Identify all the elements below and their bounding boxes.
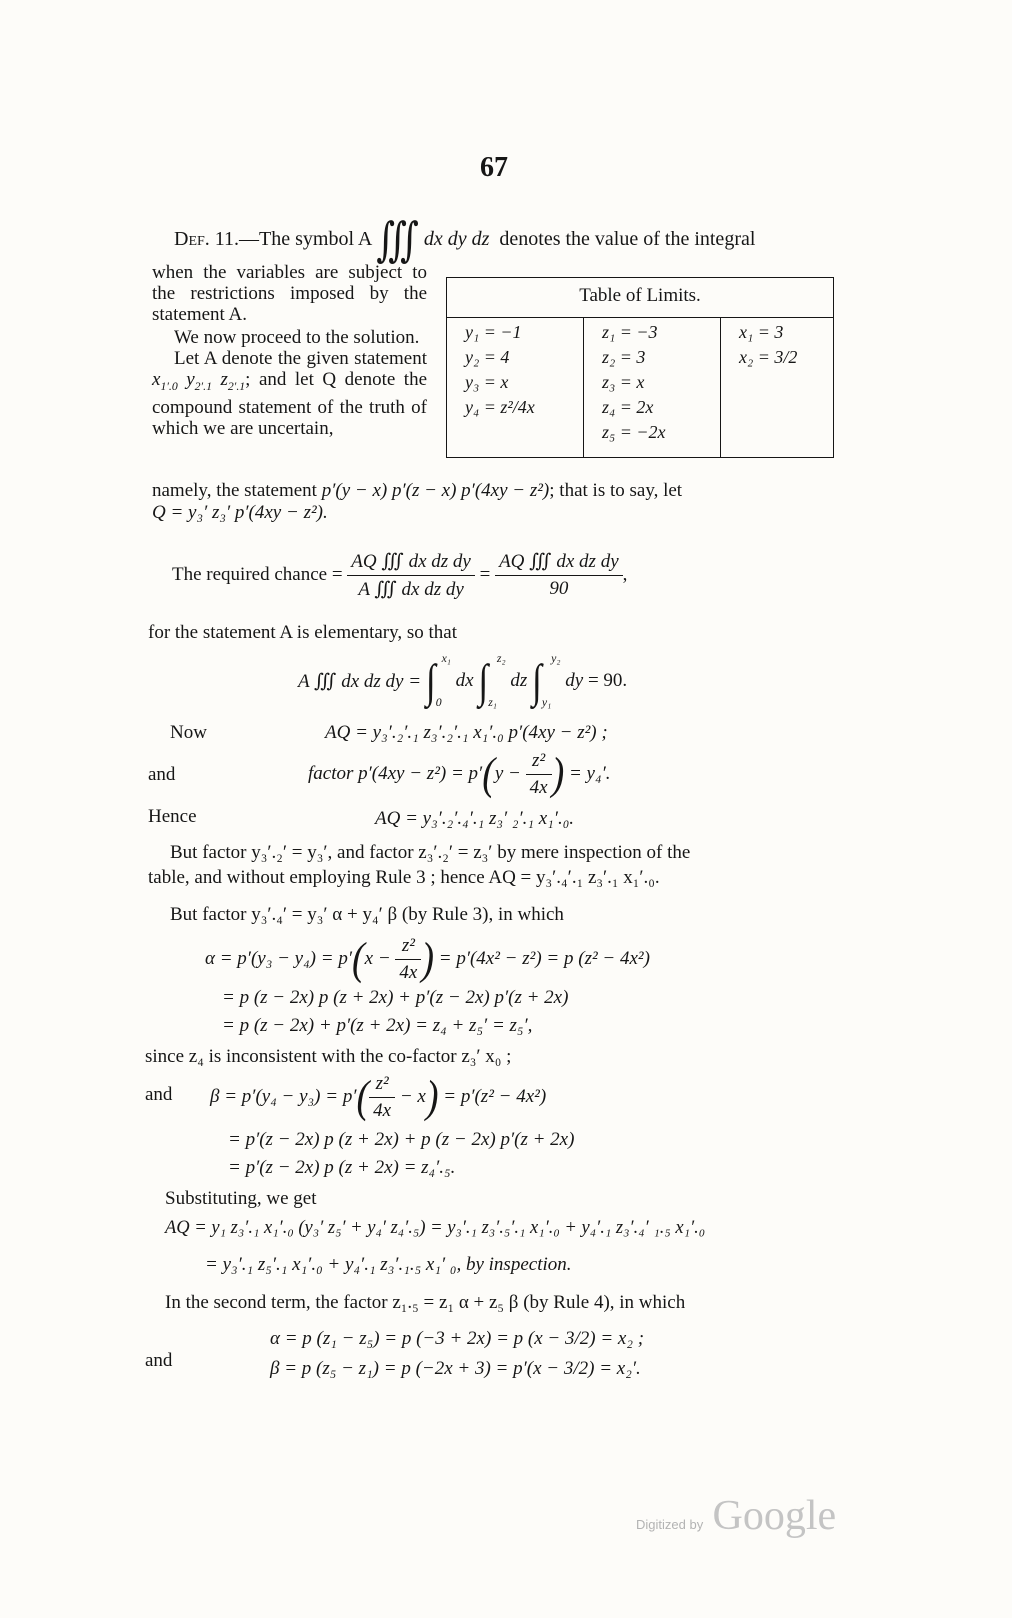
page-number: 67	[480, 152, 508, 183]
beta-line-3: = p′(z − 2x) p (z + 2x) = z₄′.₅.	[228, 1157, 456, 1178]
now-equation: AQ = y₃′.₂′.₁ z₃′.₂′.₁ x₁′.₀ p′(4xy − z²) ;	[325, 722, 608, 743]
substituting-line-1: AQ = y₁ z₃′.₁ x₁′.₀ (y₃′ z₅′ + y₄′ z₄′.₅) = y₃′.₁ z₃′.₅′.₁ x₁′.₀ + y₄′.₁ z₃′.₄′ ₁.₅ x₁′.₀	[165, 1218, 706, 1238]
namely-line: namely, the statement p′(y − x) p′(z − x) p′(4xy − z²); that is to say, let	[152, 480, 683, 501]
hence-equation: AQ = y₃′.₂′.₄′.₁ z₃′ ₂′.₁ x₁′.₀.	[375, 808, 575, 829]
def-tail: denotes the value of the integral	[499, 228, 756, 250]
limits-col-y: y₁ = −1 y₂ = 4 y₃ = x y₄ = z²/4x	[465, 322, 535, 417]
since-line: since z₄ is inconsistent with the co-factor z₃′ x₀ ;	[145, 1046, 512, 1067]
beta-line-2: = p′(z − 2x) p (z + 2x) + p (z − 2x) p′(z + 2x)	[228, 1129, 575, 1150]
but-line-1: But factor y₃′.₂′ = y₃′, and factor z₃′.₂′ = z₃′ by mere inspection of the	[170, 842, 691, 863]
def-lead: —The symbol A	[239, 228, 372, 250]
wrapped-paragraph	[152, 262, 427, 439]
wrap-line2: We now proceed to the solution.	[174, 327, 420, 348]
and-label-3: and	[145, 1350, 173, 1371]
q-definition: Q = y₃′ z₃′ p′(4xy − z²).	[152, 502, 328, 523]
required-chance: The required chance = $\frac{\text{AQ ∭ dx dz dy}}{\text{A ∭ dx dz dy}}$ = $\frac{\text{AQ ∭ dx dz dy}}{90}$ ,	[172, 550, 628, 600]
but-line-2: table, and without employing Rule 3 ; hence AQ = y₃′.₄′.₁ z₃′.₁ x₁′.₀.	[148, 867, 660, 888]
limits-col-z: z₁ = −3 z₂ = 3 z₃ = x z₄ = 2x z₅ = −2x	[584, 318, 721, 458]
elementary-equation: A ∭ dx dz dy = ∫ 0 x₁ dx ∫ z₁ z₂ dz ∫ y₁ y₂ dy = 90.	[298, 652, 628, 709]
second-term-line: In the second term, the factor z₁.₅ = z₁ α + z₅ β (by Rule 4), in which	[165, 1292, 686, 1313]
and-label-1: and	[148, 764, 176, 785]
chance-fraction-2: $\frac{\text{AQ ∭ dx dz dy}}{90}$	[495, 550, 623, 600]
alpha-line-1: α = p′(y₃ − y₄) = p′ ( x − $\frac{\text{z²}}{4x}$ ) = p′(4x² − z²) = p (z² − 4x²)	[205, 933, 650, 985]
google-watermark: Digitized by Google	[636, 1493, 837, 1539]
wrap-line1: when the variables are subject to the restrictions imposed by the statement A.	[152, 262, 427, 325]
statement-symbol: $x_{1'.0}$ $y_{2'.1}$ $z_{2'.1}$	[152, 369, 246, 393]
alpha-line-3: = p (z − 2x) + p′(z + 2x) = z₄ + z₅′ = z₅′,	[222, 1015, 533, 1036]
beta-line-1: β = p′(y₄ − y₃) = p′ ( $\frac{\text{z²}}{4x}$ − x ) = p′(z² − 4x²)	[210, 1071, 547, 1123]
def-label: Def. 11.	[174, 228, 240, 250]
chance-fraction-1: $\frac{\text{AQ ∭ dx dz dy}}{\text{A ∭ dx dz dy}}$	[347, 550, 475, 601]
limits-table-title: Table of Limits.	[447, 278, 834, 318]
final-alpha: α = p (z₁ − z₅) = p (−3 + 2x) = p (x − 3/2) = x₂ ;	[270, 1328, 645, 1349]
definition-line	[174, 214, 756, 267]
def-integrand: dx dy dz	[423, 228, 490, 250]
hence-label: Hence	[148, 806, 197, 827]
substituting-label: Substituting, we get	[165, 1188, 317, 1209]
triple-integral-sign: ∭	[376, 214, 419, 267]
elementary-line: for the statement A is elementary, so that	[148, 622, 458, 643]
final-beta: β = p (z₅ − z₁) = p (−2x + 3) = p′(x − 3/2) = x₂′.	[270, 1358, 641, 1379]
limits-col-x: x₁ = 3 x₂ = 3/2	[721, 318, 834, 458]
factor-equation: factor p′(4xy − z²) = p′ ( y − $\frac{\text{z²}}{4x}$ ) = y₄′.	[308, 748, 611, 800]
alpha-line-2: = p (z − 2x) p (z + 2x) + p′(z − 2x) p′(z + 2x)	[222, 987, 569, 1008]
limits-table	[446, 277, 834, 458]
but-line-3: But factor y₃′.₄′ = y₃′ α + y₄′ β (by Rule 3), in which	[170, 904, 564, 925]
substituting-line-2: = y₃′.₁ z₅′.₁ x₁′.₀ + y₄′.₁ z₃′.₁.₅ x₁′ ₀, by inspection.	[205, 1254, 572, 1275]
and-label-2: and	[145, 1084, 173, 1105]
now-label: Now	[170, 722, 207, 743]
google-logo: Google	[712, 1493, 837, 1539]
wrap-line3: Let A denote the given statement $x_{1'.0}$ $y_{2'.1}$ $z_{2'.1}$; and let Q denote the compound statement of the truth of which we are uncertain,	[152, 348, 428, 439]
